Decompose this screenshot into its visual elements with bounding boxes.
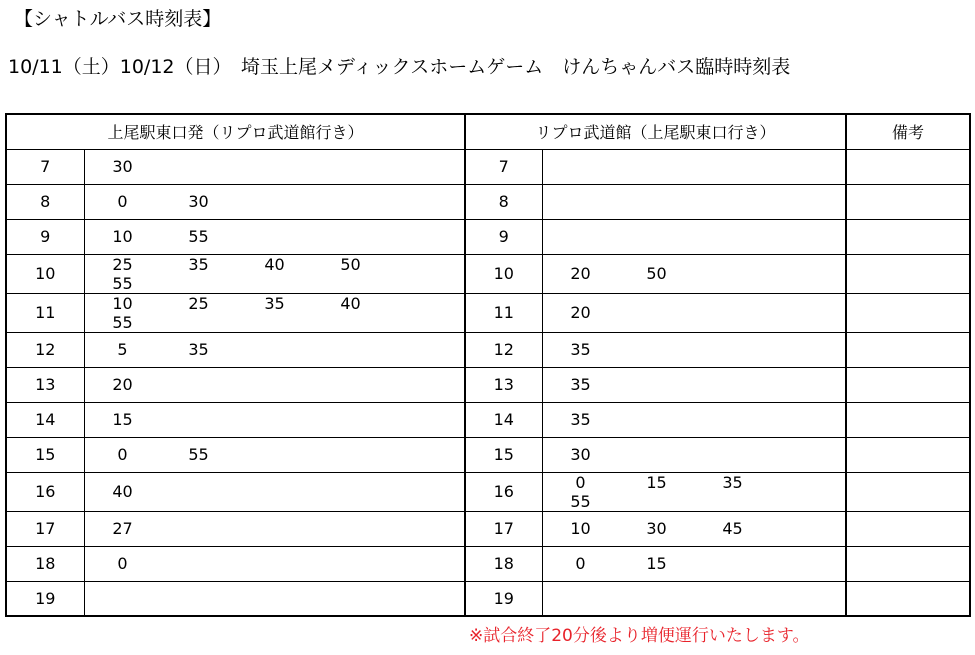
- outbound-minutes: [84, 293, 465, 332]
- departure-minute: 55: [112, 273, 133, 293]
- table-row: [6, 581, 970, 616]
- departure-minute: 50: [340, 254, 361, 274]
- table-row: [6, 184, 970, 219]
- table-row: [6, 511, 970, 546]
- departure-minute: 35: [722, 472, 743, 492]
- inbound-minutes: [542, 367, 846, 402]
- inbound-minutes: [542, 472, 846, 511]
- outbound-minutes: [84, 219, 465, 254]
- outbound-minutes: [84, 511, 465, 546]
- inbound-hour: 10: [465, 254, 542, 293]
- outbound-hour: 18: [6, 546, 84, 581]
- departure-minute: 35: [188, 254, 209, 274]
- departure-minute: 45: [722, 519, 743, 538]
- inbound-hour: 18: [465, 546, 542, 581]
- departure-minute: 40: [340, 293, 361, 313]
- inbound-minutes: [542, 546, 846, 581]
- inbound-hour: 9: [465, 219, 542, 254]
- outbound-minutes: [84, 581, 465, 616]
- timetable-header-row: [6, 114, 970, 149]
- outbound-hour: 11: [6, 293, 84, 332]
- departure-minute: 20: [570, 303, 591, 322]
- outbound-hour: 10: [6, 254, 84, 293]
- departure-minute: 35: [188, 340, 209, 359]
- page-heading: 【シャトルバス時刻表】: [14, 8, 222, 30]
- inbound-hour: 12: [465, 332, 542, 367]
- departure-minute: 27: [112, 519, 133, 538]
- departure-minute: 15: [646, 472, 667, 492]
- inbound-minutes: [542, 184, 846, 219]
- departure-minute: 40: [112, 482, 133, 501]
- inbound-minutes: [542, 293, 846, 332]
- departure-minute: 30: [112, 157, 133, 176]
- inbound-minutes: [542, 332, 846, 367]
- table-row: [6, 546, 970, 581]
- remarks-cell: [846, 254, 970, 293]
- table-row: [6, 293, 970, 332]
- departure-minute: 50: [646, 264, 667, 283]
- remarks-cell: [846, 472, 970, 511]
- inbound-minutes: [542, 219, 846, 254]
- inbound-minutes: [542, 437, 846, 472]
- inbound-hour: 16: [465, 472, 542, 511]
- outbound-hour: 12: [6, 332, 84, 367]
- table-row: [6, 472, 970, 511]
- inbound-hour: 7: [465, 149, 542, 184]
- inbound-minutes: [542, 402, 846, 437]
- table-row: [6, 219, 970, 254]
- outbound-minutes: [84, 149, 465, 184]
- departure-minute: 0: [117, 192, 128, 211]
- inbound-minutes: [542, 511, 846, 546]
- departure-minute: 15: [646, 554, 667, 573]
- departure-minute: 0: [575, 554, 586, 573]
- departure-minute: 35: [570, 410, 591, 429]
- inbound-hour: 15: [465, 437, 542, 472]
- table-row: [6, 254, 970, 293]
- departure-minute: 25: [112, 254, 133, 274]
- outbound-hour: 7: [6, 149, 84, 184]
- table-row: [6, 437, 970, 472]
- inbound-hour: 8: [465, 184, 542, 219]
- table-row: [6, 367, 970, 402]
- remarks-cell: [846, 546, 970, 581]
- inbound-header: リプロ武道館（上尾駅東口行き）: [465, 114, 846, 149]
- outbound-hour: 9: [6, 219, 84, 254]
- inbound-hour: 19: [465, 581, 542, 616]
- remarks-cell: [846, 293, 970, 332]
- departure-minute: 10: [570, 519, 591, 538]
- extra-service-note: ※試合終了20分後より増便運行いたします。: [469, 626, 810, 646]
- departure-minute: 0: [117, 445, 128, 464]
- outbound-minutes: [84, 254, 465, 293]
- timetable: [5, 113, 971, 617]
- outbound-minutes: [84, 332, 465, 367]
- inbound-minutes: [542, 581, 846, 616]
- remarks-cell: [846, 402, 970, 437]
- inbound-hour: 13: [465, 367, 542, 402]
- remarks-cell: [846, 367, 970, 402]
- remarks-cell: [846, 511, 970, 546]
- remarks-cell: [846, 184, 970, 219]
- departure-minute: 30: [646, 519, 667, 538]
- outbound-hour: 8: [6, 184, 84, 219]
- departure-minute: 20: [570, 264, 591, 283]
- outbound-hour: 14: [6, 402, 84, 437]
- remarks-header: 備考: [846, 114, 970, 149]
- remarks-cell: [846, 149, 970, 184]
- departure-minute: 35: [570, 340, 591, 359]
- departure-minute: 55: [188, 445, 209, 464]
- outbound-minutes: [84, 184, 465, 219]
- remarks-cell: [846, 332, 970, 367]
- outbound-hour: 13: [6, 367, 84, 402]
- table-row: [6, 402, 970, 437]
- departure-minute: 30: [188, 192, 209, 211]
- outbound-hour: 15: [6, 437, 84, 472]
- departure-minute: 30: [570, 445, 591, 464]
- departure-minute: 35: [570, 375, 591, 394]
- timetable-body: [6, 149, 970, 616]
- table-row: [6, 332, 970, 367]
- departure-minute: 55: [570, 491, 591, 511]
- outbound-hour: 16: [6, 472, 84, 511]
- schedule-subtitle: 10/11（土）10/12（日） 埼玉上尾メディックスホームゲーム けんちゃんバス臨時時刻表: [8, 56, 791, 78]
- departure-minute: 55: [188, 227, 209, 246]
- departure-minute: 55: [112, 312, 133, 332]
- outbound-minutes: [84, 472, 465, 511]
- inbound-minutes: [542, 254, 846, 293]
- outbound-minutes: [84, 402, 465, 437]
- inbound-minutes: [542, 149, 846, 184]
- departure-minute: 10: [112, 227, 133, 246]
- departure-minute: 35: [264, 293, 285, 313]
- outbound-header: 上尾駅東口発（リプロ武道館行き）: [6, 114, 465, 149]
- outbound-hour: 17: [6, 511, 84, 546]
- outbound-hour: 19: [6, 581, 84, 616]
- outbound-minutes: [84, 437, 465, 472]
- remarks-cell: [846, 219, 970, 254]
- departure-minute: 5: [117, 340, 128, 359]
- outbound-minutes: [84, 367, 465, 402]
- outbound-minutes: [84, 546, 465, 581]
- table-row: [6, 149, 970, 184]
- remarks-cell: [846, 581, 970, 616]
- inbound-hour: 14: [465, 402, 542, 437]
- inbound-hour: 17: [465, 511, 542, 546]
- inbound-hour: 11: [465, 293, 542, 332]
- departure-minute: 0: [117, 554, 128, 573]
- departure-minute: 15: [112, 410, 133, 429]
- departure-minute: 40: [264, 254, 285, 274]
- departure-minute: 25: [188, 293, 209, 313]
- departure-minute: 20: [112, 375, 133, 394]
- remarks-cell: [846, 437, 970, 472]
- departure-minute: 0: [575, 472, 586, 492]
- departure-minute: 10: [112, 293, 133, 313]
